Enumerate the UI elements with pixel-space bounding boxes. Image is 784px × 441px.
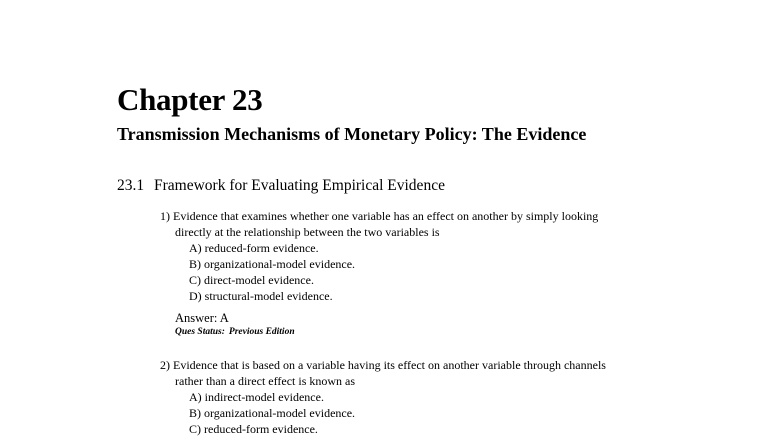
chapter-subtitle: Transmission Mechanisms of Monetary Policy: The Evidence bbox=[117, 124, 587, 144]
answer-option-b: B) organizational-model evidence. bbox=[189, 257, 356, 271]
question-status bbox=[160, 326, 598, 339]
answer-option-d: D) structural-model evidence. bbox=[189, 289, 333, 303]
answer-option-c: C) direct-model evidence. bbox=[189, 273, 314, 287]
answer-value: A bbox=[219, 311, 229, 325]
answer-label: Answer: bbox=[175, 311, 218, 325]
question-stem-line: directly at the relationship between the two variables is bbox=[175, 225, 440, 239]
answer-option-b: B) organizational-model evidence. bbox=[189, 406, 356, 420]
answer-option-a: A) reduced-form evidence. bbox=[189, 241, 319, 255]
question-stem-line bbox=[160, 208, 598, 224]
question-stem-text: Evidence that is based on a variable having its effect on another variable through channels bbox=[173, 358, 606, 372]
section-title: Framework for Evaluating Empirical Evidence bbox=[154, 177, 445, 194]
answer-line bbox=[160, 310, 598, 326]
status-value: Previous Edition bbox=[228, 327, 295, 337]
question-stem-text: Evidence that examines whether one variable has an effect on another by simply looking bbox=[173, 209, 599, 223]
chapter-title: Chapter 23 bbox=[117, 82, 263, 117]
answer-option-c: C) reduced-form evidence. bbox=[189, 422, 318, 436]
question-number: 1) bbox=[160, 209, 170, 223]
question-stem-line bbox=[160, 357, 606, 373]
status-label: Ques Status: bbox=[175, 327, 225, 337]
answer-option-a: A) indirect-model evidence. bbox=[189, 390, 324, 404]
question-2 bbox=[160, 357, 606, 437]
question-number: 2) bbox=[160, 358, 170, 372]
question-stem-line: rather than a direct effect is known as bbox=[175, 374, 356, 388]
question-1 bbox=[160, 208, 598, 339]
section-heading bbox=[117, 178, 445, 194]
section-number: 23.1 bbox=[117, 177, 145, 194]
